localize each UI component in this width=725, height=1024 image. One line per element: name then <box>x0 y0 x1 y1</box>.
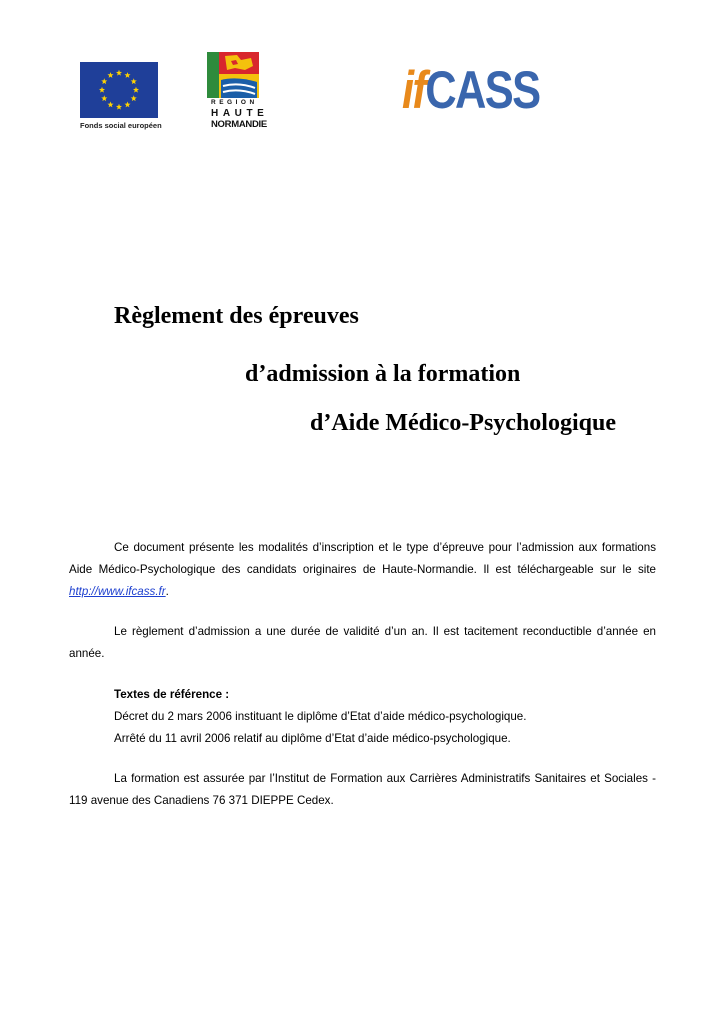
region-haute-normandie-logo <box>207 52 259 98</box>
intro-end: . <box>165 585 169 598</box>
reference-item: Arrêté du 11 avril 2006 relatif au diplôme d’Etat d’aide médico-psychologique. <box>114 732 511 745</box>
ifcass-logo-if: if <box>402 61 426 120</box>
title-line-1: Règlement des épreuves <box>114 303 359 329</box>
ifcass-logo-cass: CASS <box>425 61 540 120</box>
paragraph-intro <box>69 537 656 603</box>
region-text <box>211 100 271 129</box>
region-line2: HAUTE <box>211 107 269 119</box>
eu-caption: Fonds social européen <box>80 121 162 130</box>
references-heading: Textes de référence : <box>114 688 230 701</box>
intro-text: Ce document présente les modalités d’inscription et le type d’épreuve pour l’admission aux formations Aide Médico-Psychologique des candidats originaires de Haute-Normandie. Il est téléchargeable sur le site <box>69 541 656 576</box>
paragraph-institute <box>69 768 656 812</box>
ifcass-website-link[interactable]: http://www.ifcass.fr <box>69 585 166 598</box>
eu-flag-logo <box>80 62 158 118</box>
institute-text: La formation est assurée par l’Institut de Formation aux Carrières Administratifs Sanitaires et Sociales - 119 avenue des Canadiens 76 371 DIEPPE Cedex. <box>69 772 656 807</box>
title-line-3: d’Aide Médico-Psychologique <box>310 410 616 436</box>
title-line-2: d’admission à la formation <box>245 361 521 387</box>
region-line1: REGION <box>211 99 258 106</box>
region-line3: NORMANDIE <box>211 118 267 130</box>
reference-item: Décret du 2 mars 2006 instituant le diplôme d’Etat d’aide médico-psychologique. <box>114 710 527 723</box>
ifcass-logo <box>402 61 540 120</box>
paragraph-validity <box>69 621 656 665</box>
validity-text: Le règlement d’admission a une durée de validité d’un an. Il est tacitement reconductible d’année en année. <box>69 625 656 660</box>
references-block <box>69 684 656 750</box>
